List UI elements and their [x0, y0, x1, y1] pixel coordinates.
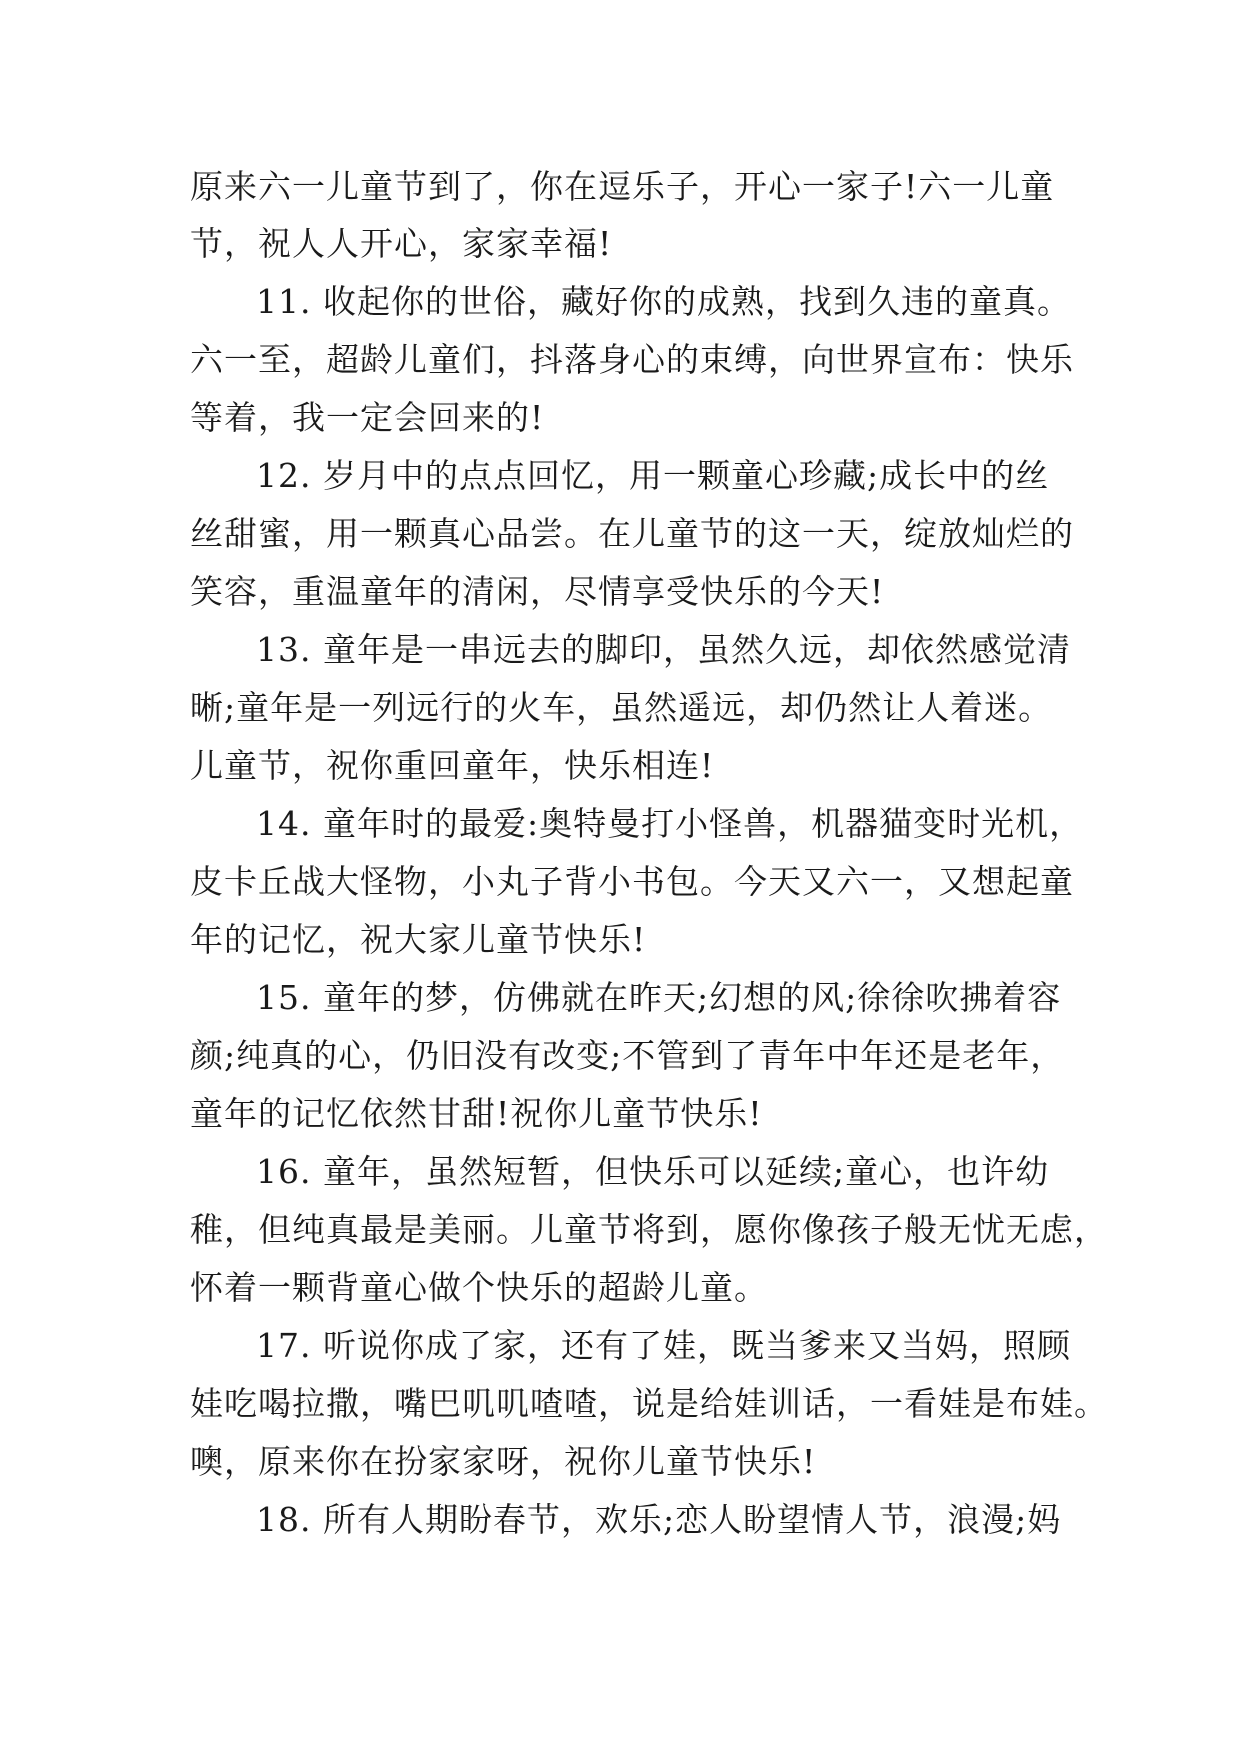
text-line: 娃吃喝拉撒，嘴巴叽叽喳喳，说是给娃训话，一看娃是布娃。: [190, 1384, 1108, 1423]
list-item-18: 18. 所有人期盼春节，欢乐;恋人盼望情人节，浪漫;妈: [256, 1500, 1062, 1539]
text-line: 儿童节，祝你重回童年，快乐相连!: [190, 746, 715, 785]
list-item-13: 13. 童年是一串远去的脚印，虽然久远，却依然感觉清: [256, 630, 1071, 669]
list-item-16: 16. 童年，虽然短暂，但快乐可以延续;童心，也许幼: [256, 1152, 1050, 1191]
text-line: 颜;纯真的心，仍旧没有改变;不管到了青年中年还是老年，: [190, 1036, 1065, 1075]
list-item-15: 15. 童年的梦，仿佛就在昨天;幻想的风;徐徐吹拂着容: [256, 978, 1062, 1017]
text-line: 等着，我一定会回来的!: [190, 398, 545, 437]
text-line: 年的记忆，祝大家儿童节快乐!: [190, 920, 647, 959]
text-line: 稚，但纯真最是美丽。儿童节将到，愿你像孩子般无忧无虑，: [190, 1210, 1108, 1249]
text-line: 笑容，重温童年的清闲，尽情享受快乐的今天!: [190, 572, 885, 611]
text-line: 节，祝人人开心，家家幸福!: [190, 224, 613, 263]
text-line: 六一至，超龄儿童们，抖落身心的束缚，向世界宣布：快乐: [190, 340, 1074, 379]
text-line: 怀着一颗背童心做个快乐的超龄儿童。: [190, 1268, 768, 1307]
text-line: 晰;童年是一列远行的火车，虽然遥远，却仍然让人着迷。: [190, 688, 1053, 727]
text-line: 丝甜蜜，用一颗真心品尝。在儿童节的这一天，绽放灿烂的: [190, 514, 1074, 553]
list-item-17: 17. 听说你成了家，还有了娃，既当爹来又当妈，照顾: [256, 1326, 1071, 1365]
list-item-11: 11. 收起你的世俗，藏好你的成熟，找到久违的童真。: [256, 282, 1071, 321]
text-line: 皮卡丘战大怪物，小丸子背小书包。今天又六一，又想起童: [190, 862, 1074, 901]
text-line: 童年的记忆依然甘甜!祝你儿童节快乐!: [190, 1094, 763, 1133]
list-item-14: 14. 童年时的最爱:奥特曼打小怪兽，机器猫变时光机，: [256, 804, 1084, 843]
text-line: 噢，原来你在扮家家呀，祝你儿童节快乐!: [190, 1442, 817, 1481]
text-line: 原来六一儿童节到了，你在逗乐子，开心一家子!六一儿童: [190, 167, 1055, 206]
list-item-12: 12. 岁月中的点点回忆，用一颗童心珍藏;成长中的丝: [256, 456, 1050, 495]
